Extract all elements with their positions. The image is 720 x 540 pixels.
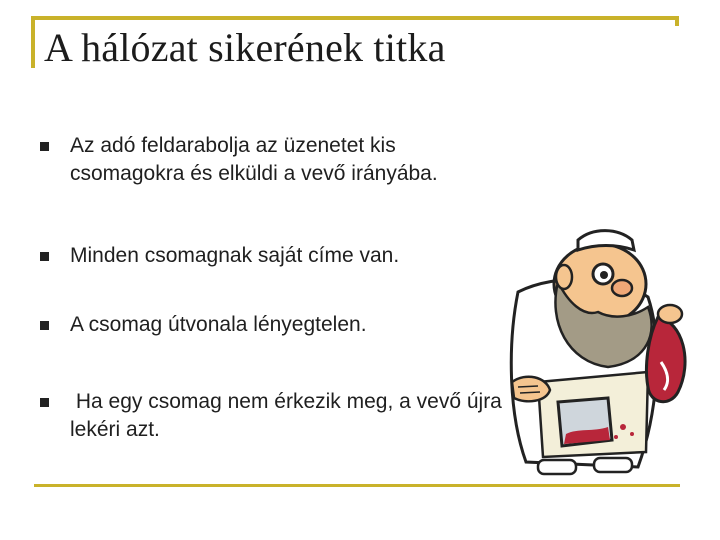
frame-right-rule [675, 16, 679, 26]
bullet-square-icon [40, 321, 49, 330]
bullet-text: A csomag útvonala lényegtelen. [70, 313, 367, 336]
frame-top-rule [31, 16, 677, 20]
butcher-illustration [498, 222, 698, 480]
bullet-square-icon [40, 252, 49, 261]
frame-left-rule [31, 16, 35, 68]
bullet-text: Ha egy csomag nem érkezik meg, a vevő újra lekéri azt. [70, 390, 508, 441]
bullet-square-icon [40, 142, 49, 151]
slide-title: A hálózat sikerének titka [44, 25, 446, 70]
bullet-square-icon [40, 398, 49, 407]
bullet-text: Minden csomagnak saját címe van. [70, 244, 400, 267]
bullet-text: Az adó feldarabolja az üzenetet kis csomagokra és elküldi a vevő irányába. [70, 134, 438, 185]
frame-bottom-rule [34, 484, 680, 487]
